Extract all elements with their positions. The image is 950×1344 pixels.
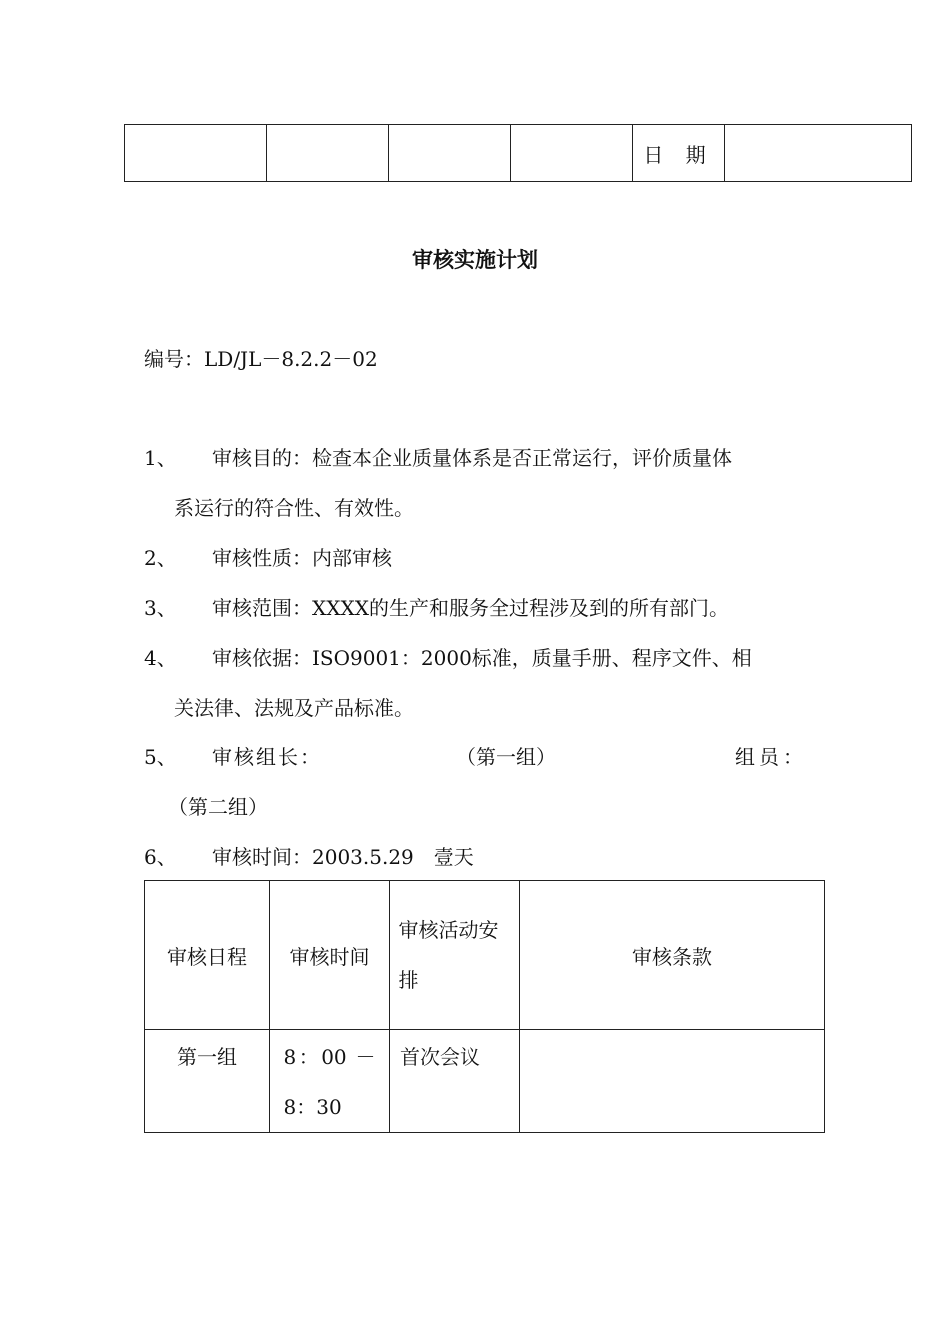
time-cell-wrap [270,1030,390,1133]
header-cell [511,125,633,182]
item-number: 5、 [144,745,177,769]
item-text-continued: 系运行的符合性、有效性。 [174,496,414,520]
time-cell: 8：00 －8：30 [283,1045,376,1119]
item-text: 审核时间：2003.5.29 壹天 [212,845,474,869]
item-text-continued: 关法律、法规及产品标准。 [174,696,414,720]
item-number: 1、 [144,446,177,470]
audit-leader-label: 审核组长： [212,745,322,769]
item-text: 审核性质：内部审核 [212,546,392,570]
activity-cell: 首次会议 [390,1030,520,1133]
header-cell [125,125,267,182]
clause-cell [520,1030,825,1133]
group-two-label: （第二组） [168,795,268,819]
header-cell [389,125,511,182]
column-header: 审核日程 [145,881,270,1030]
doc-number: 编号：LD/JL－8.2.2－02 [144,347,378,371]
item-text: 审核范围：XXXX的生产和服务全过程涉及到的所有部门。 [212,596,729,620]
item-text: 审核依据：ISO9001：2000标准，质量手册、程序文件、相 [212,646,752,670]
header-date-value [725,125,912,182]
table-header-row [145,881,825,1030]
header-date-label: 日 期 [633,125,725,182]
item-number: 3、 [144,596,177,620]
table-row [145,1030,825,1133]
item-number: 6、 [144,845,177,869]
header-table [124,124,912,182]
group-one-label: （第一组） [456,745,556,769]
column-header: 审核条款 [520,881,825,1030]
column-header: 审核时间 [270,881,390,1030]
item-number: 4、 [144,646,177,670]
schedule-cell: 第一组 [145,1030,270,1133]
header-cell [267,125,389,182]
column-header: 审核活动安排 [398,918,499,992]
members-label: 组员： [735,745,807,769]
column-header-cell [390,881,520,1030]
item-number: 2、 [144,546,177,570]
item-text: 审核目的：检查本企业质量体系是否正常运行，评价质量体 [212,446,732,470]
page-title: 审核实施计划 [412,248,538,272]
audit-plan-table [144,880,825,1133]
